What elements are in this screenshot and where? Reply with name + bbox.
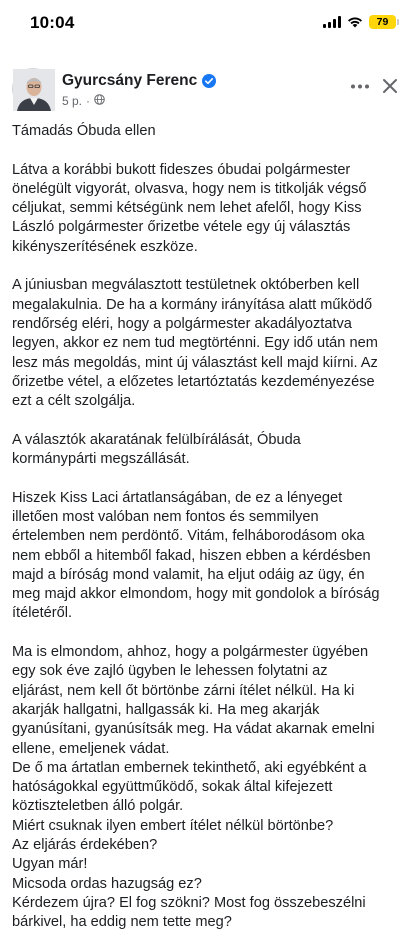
post-body [12, 122, 408, 932]
avatar[interactable] [12, 68, 54, 110]
post-text-line: eljárást, nem kell őt börtönbe zárni ítélet nélkül. Ha ki [12, 682, 355, 699]
post-text-line: Látva a korábbi bukott fideszes óbudai polgármester [12, 161, 351, 178]
post-text-line: Ugyan már! [12, 856, 88, 873]
post-paragraph [12, 643, 408, 932]
post-text-line: A választók akaratának felülbírálását, Óbuda [12, 431, 301, 448]
post-paragraph [12, 161, 408, 257]
post-text-line: Hiszek Kiss Laci ártatlanságában, de ez a lényeget [12, 489, 343, 506]
post-time[interactable]: 5 p. [62, 94, 83, 108]
wifi-icon [347, 16, 363, 28]
post-text-line: egy sok éve zajló ügyben le lehessen folytatni az [12, 663, 328, 680]
post-text-line: meg majd akkor elmondom, hogy mit gondolok a bíróság [12, 586, 380, 603]
author-row [62, 72, 216, 90]
post-text-line: megalakulnia. De ha a kormány irányítása alatt működő [12, 296, 373, 313]
post-text-line: Ma is elmondom, ahhoz, hogy a polgármester ügyében [12, 644, 369, 661]
post-paragraph [12, 431, 408, 470]
post-text-line: kormánypárti megszállását. [12, 451, 190, 468]
post-text-line: kikényszerítésének eszköze. [12, 238, 198, 255]
post-text-line: legyen, akkor ez nem tud megtörténni. Egy idő után nem [12, 335, 378, 352]
post-text-line: A júniusban megválasztott testületnek októberben kell [12, 277, 360, 294]
post-meta: 5 p. · [62, 94, 105, 108]
post-text-line: Miért csuknak ilyen embert ítélet nélkül börtönbe? [12, 817, 334, 834]
post-text-line: rendőrség eléri, hogy a polgármester akadályoztatva [12, 315, 352, 332]
post-text-line: illetően most valóban nem fontos és semmilyen [12, 508, 319, 525]
post-text-line: ezt a célt szolgálja. [12, 393, 136, 410]
post-text-line: őrizetbe vétel, a előzetes letartóztatás kezdeményezése [12, 373, 375, 390]
post-text-line: akarják hallgatni, hallgassák ki. Ha meg akarják [12, 701, 320, 718]
post-paragraph [12, 489, 408, 624]
post-text-line: bárkivel, ha eddig nem tette meg? [12, 914, 232, 931]
post-text-line: önelégült vigyorát, olvasva, hogy nem is titkolják végső [12, 180, 367, 197]
post-text-line: köztiszteletben álló polgár. [12, 798, 184, 815]
globe-icon [94, 94, 105, 108]
close-button[interactable] [378, 74, 402, 98]
post-text-line: Az eljárás érdekében? [12, 836, 158, 853]
post-text-line: gyanúsítani, gyanúsítsák meg. Ha vádat akarnak emelni [12, 721, 375, 738]
more-dots-icon [350, 84, 370, 89]
status-icons [323, 15, 396, 29]
post-text-line: De ő ma ártatlan embernek tekinthető, aki egyébként a [12, 759, 367, 776]
battery-icon: 79 [369, 15, 396, 29]
post-text-line: Micsoda ordas hazugság ez? [12, 875, 202, 892]
post-text-line: értelemben nem perdöntő. Vitám, felháborodásom oka [12, 528, 365, 545]
close-icon [382, 78, 398, 94]
status-bar [0, 0, 416, 50]
post-text-line: ellene, emeljenek vádat. [12, 740, 170, 757]
post-header [12, 66, 404, 118]
post-paragraphs [12, 161, 408, 932]
post-text-line: lesz más megoldás, mint új választást kell majd kiírni. Az [12, 354, 378, 371]
post-paragraph [12, 276, 408, 411]
verified-badge-icon [202, 74, 216, 88]
cellular-signal-icon [323, 16, 341, 28]
author-name[interactable]: Gyurcsány Ferenc [62, 72, 198, 89]
post-text-line: nem ebből a hitemből fakad, hiszen ebben a kérdésben [12, 547, 371, 564]
post-text-line: céljukat, semmi kétségünk nem lehet afelől, hogy Kiss [12, 200, 362, 217]
post-text-line: majd a bíróság mond valamit, ha eljut odáig az ügy, én [12, 566, 365, 583]
post-title: Támadás Óbuda ellen [12, 123, 156, 139]
post-text-line: hatóságokkal együttműködő, sokak által kifejezett [12, 779, 333, 796]
more-options-button[interactable] [348, 76, 372, 96]
post-text-line: Kérdezem újra? El fog szökni? Most fog összebeszélni [12, 894, 366, 911]
post-text-line: László polgármester őrizetbe vétele egy új választás [12, 219, 351, 236]
post-text-line: ítéletéről. [12, 605, 73, 622]
status-time: 10:04 [30, 13, 75, 32]
